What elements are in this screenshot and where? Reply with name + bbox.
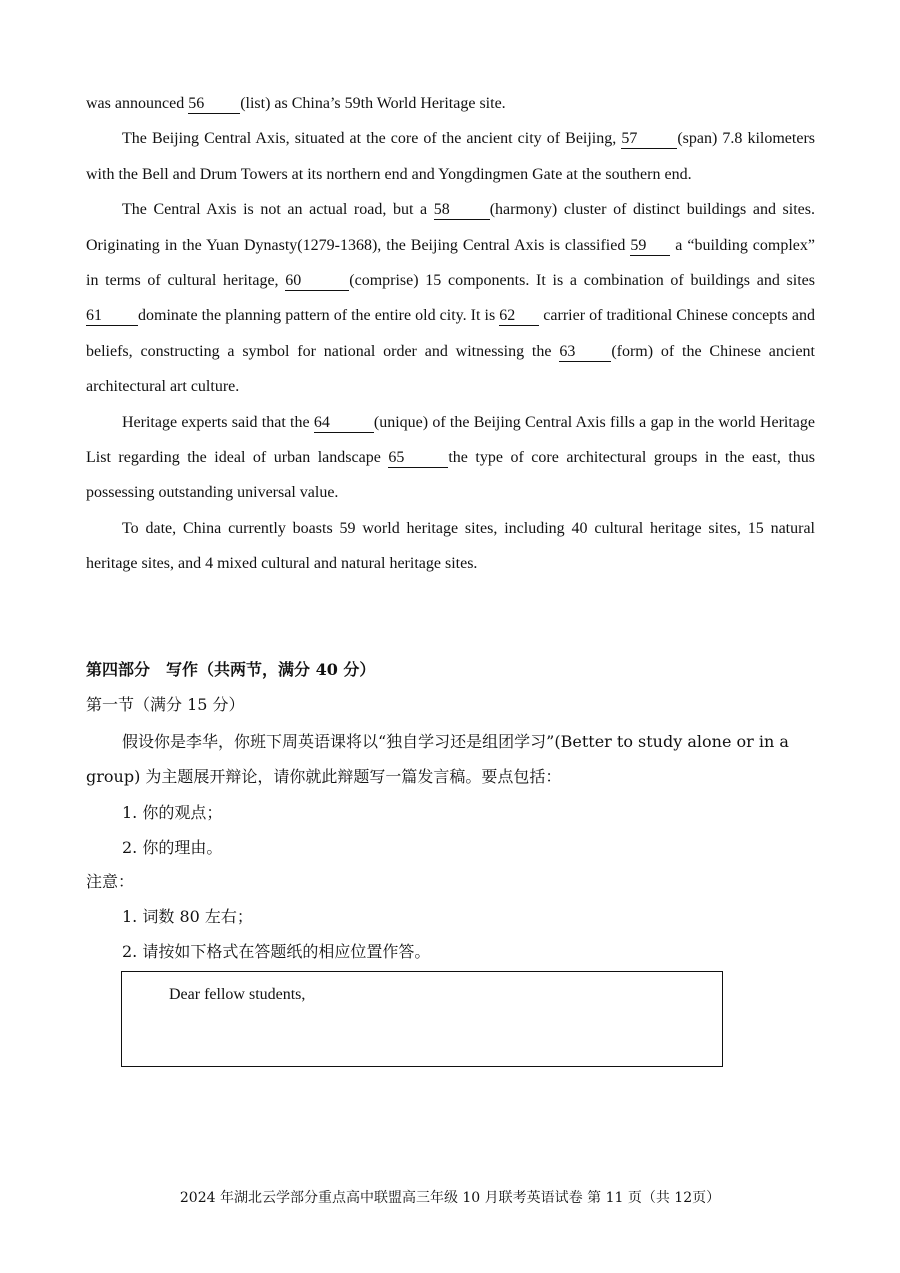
notes-label: 注意： [86, 872, 135, 891]
sub-title: 第一节（满分 15 分） [86, 695, 245, 714]
note-2: 2. 请按如下格式在答题纸的相应位置作答。 [122, 942, 431, 961]
blank-57[interactable]: 57 [621, 130, 677, 149]
section-title: 第四部分 写作（共两节，满分 40 分） [86, 660, 376, 679]
blank-65[interactable]: 65 [388, 449, 448, 468]
writing-task [86, 724, 815, 794]
note-1: 1. 词数 80 左右； [122, 907, 253, 926]
blank-56[interactable]: 56 [188, 95, 240, 114]
blank-64[interactable]: 64 [314, 414, 374, 433]
point-2: 2. 你的理由。 [122, 838, 223, 857]
answer-format-box [121, 971, 723, 1067]
page-footer: 2024 年湖北云学部分重点高中联盟高三年级 10 月联考英语试卷 第 11 页（共 12页） [179, 1190, 721, 1206]
passage-paragraph-4: To date, China currently boasts 59 world heritage sites, including 40 cultural heritage sites, 15 natural heritage sites, and 4 mixed cultural and natural heritage sites. [86, 519, 815, 573]
blank-63[interactable]: 63 [559, 343, 611, 362]
task-text: 假设你是李华，你班下周英语课将以“独自学习还是组团学习”(Better to study alone or in a group) 为主题展开辩论，请你就此辩题写一篇发言稿。要点包括： [86, 732, 789, 786]
blank-58[interactable]: 58 [434, 201, 490, 220]
passage-paragraph-3: Heritage experts said that the 64 (unique) of the Beijing Central Axis fills a gap in the world Heritage List regarding the ideal of urban landscape 65 the type of core architectural groups in the east, thus possessing outstanding universal value. [86, 413, 816, 502]
passage-paragraph-0: was announced 56 (list) as China’s 59th World Heritage site. [86, 95, 506, 112]
point-1: 1. 你的观点； [122, 803, 223, 822]
passage-paragraph-1: The Beijing Central Axis, situated at the core of the ancient city of Beijing, 57 (span) 7.8 kilometers with the Bell and Drum Towers at its northern end and Yongdingmen Gate at the southern end. [86, 130, 815, 183]
passage [86, 86, 815, 582]
box-greeting: Dear fellow students, [169, 986, 306, 1003]
blank-61[interactable]: 61 [86, 307, 138, 326]
blank-62[interactable]: 62 [499, 307, 539, 326]
passage-paragraph-2: The Central Axis is not an actual road, but a 58 (harmony) cluster of distinct buildings and sites. Originating in the Yuan Dynasty(1279-1368), the Beijing Central Axis is classified 59 a “building complex” in terms of cultural heritage, 60 (comprise) 15 components. It is a combination of buildings and sites 61 dominate the planning pattern of the entire old city. It is 62 carrier of traditional Chinese concepts and beliefs, constructing a symbol for national order and witnessing the 63 (form) of the Chinese ancient architectural art culture. [86, 201, 816, 396]
blank-59[interactable]: 59 [630, 237, 670, 256]
blank-60[interactable]: 60 [285, 272, 349, 291]
